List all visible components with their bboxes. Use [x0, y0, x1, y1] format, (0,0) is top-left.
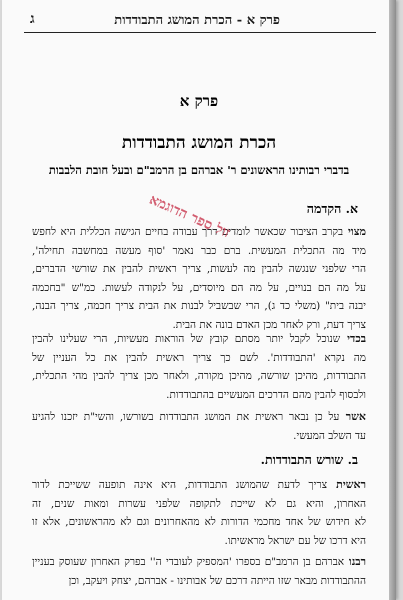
- text-line: [32, 388, 366, 402]
- chapter-title: הכרת המושג התבודדות: [121, 133, 277, 153]
- text-line: [32, 574, 366, 588]
- text-line: [32, 410, 366, 424]
- line-text: אברהם בן הרמב"ם בספרו 'המספיק לעובדי ה'' בפרק האחרון שעוסק בעניין: [32, 556, 345, 568]
- line-text: יבנה בית" (משלי כד ג), הרי שבשביל לבנות את הבית צריך חכמה, צריך הבנה,: [32, 300, 366, 312]
- paragraph-lead-word: בכדי: [340, 332, 366, 345]
- text-line: [32, 369, 366, 383]
- line-text: על כן נבאר ראשית את המושג התבודדות בשורשו, והשי"ת יזכנו להגיע: [32, 411, 340, 423]
- text-line: [32, 351, 366, 365]
- chapter-label: פרק א: [179, 92, 219, 110]
- text-line: [32, 281, 366, 295]
- paragraph-lead-word: ראשית: [327, 478, 366, 491]
- text-line: [32, 555, 366, 569]
- line-text: ולבסוף להבין מהם הדרכים המעשיים בהתבודדות.: [166, 388, 366, 401]
- stamp-text: זול ספר הדוגמא: [146, 191, 233, 242]
- line-text: צריך לדעת שהמושג התבודדות, היא אינה תופעה ששייכת לדור: [32, 479, 328, 491]
- text-line: [32, 318, 366, 332]
- text-line: [32, 497, 366, 511]
- text-line: [32, 515, 366, 529]
- book-spine: [389, 0, 396, 600]
- text-line: [32, 534, 366, 548]
- running-header: [24, 10, 376, 33]
- line-text: ההתבודדות מבאר שזו הייתה דרכם של אבותינו - אברהם, יצחק ויעקב, וכן: [68, 574, 366, 587]
- line-text: על מה הם בנויים, על מה הם מיוסדים, על לנקודה לעשות. כמ"ש "בחכמה: [32, 281, 366, 294]
- book-page: [2, 0, 396, 600]
- text-line: [32, 429, 366, 443]
- line-text: בקרב הציבור שכאשר לומדים דרך עבודה בחיים הגישה הכללית היא לחפש: [32, 226, 344, 238]
- line-text: לא חידוש של אחד מחכמי הדורות לא מהאחרונים וגם לא מהראשונים, אלא זו: [32, 516, 366, 528]
- chapter-subtitle: בדברי רבותינו הראשונים ר' אברהם בן הרמב"ם ובעל חובת הלבבות: [48, 163, 350, 177]
- line-text: האחרון, והיא גם לא שייכת לתקופה שלפני עשרות ומאות שנים, זה: [32, 497, 366, 510]
- line-text: הרי שלפני שנגשה להבין מה לעשות, צריך ראשית להבין את שורשי הדברים,: [32, 263, 366, 275]
- header-title: פרק א - הכרת המושג התבודדות: [114, 13, 280, 28]
- paragraph-lead-word: אשר: [339, 410, 366, 423]
- line-text: שנוכל לקבל יותר מסתם קובץ של הוראות מעשיות, הרי שעלינו להבין: [32, 333, 341, 345]
- line-text: מיד מה התכלית המעשית. ברם כבר נאמר 'סוף מעשה במחשבה תחילה',: [32, 244, 366, 257]
- line-text: עד השלב המעשי.: [293, 429, 366, 442]
- section-heading-intro: א. הקדמה: [306, 201, 358, 216]
- page-number: ג: [30, 11, 35, 27]
- paragraph-lead-word: רבנו: [344, 555, 366, 568]
- line-text: היא דרכו של עם ישראל מראשיתו.: [224, 534, 366, 547]
- line-text: התבודדות, מהיכן שורשה, מהיכן מקורה, ולאחר מכן צריך להבין מהי התכלית,: [32, 370, 366, 382]
- section-heading-root: ב. שורש התבודדות.: [260, 452, 358, 467]
- text-line: [32, 299, 366, 313]
- line-text: צריך דעת, ורק לאחר מכן האדם בונה את הבית.: [172, 318, 366, 331]
- text-line: [32, 478, 366, 492]
- text-line: [32, 332, 366, 346]
- paragraph-lead-word: מצוי: [343, 225, 366, 238]
- line-text: מה נקרא 'התבודדות'. לשם כך צריך ראשית להבין את כל העניין של: [32, 351, 366, 364]
